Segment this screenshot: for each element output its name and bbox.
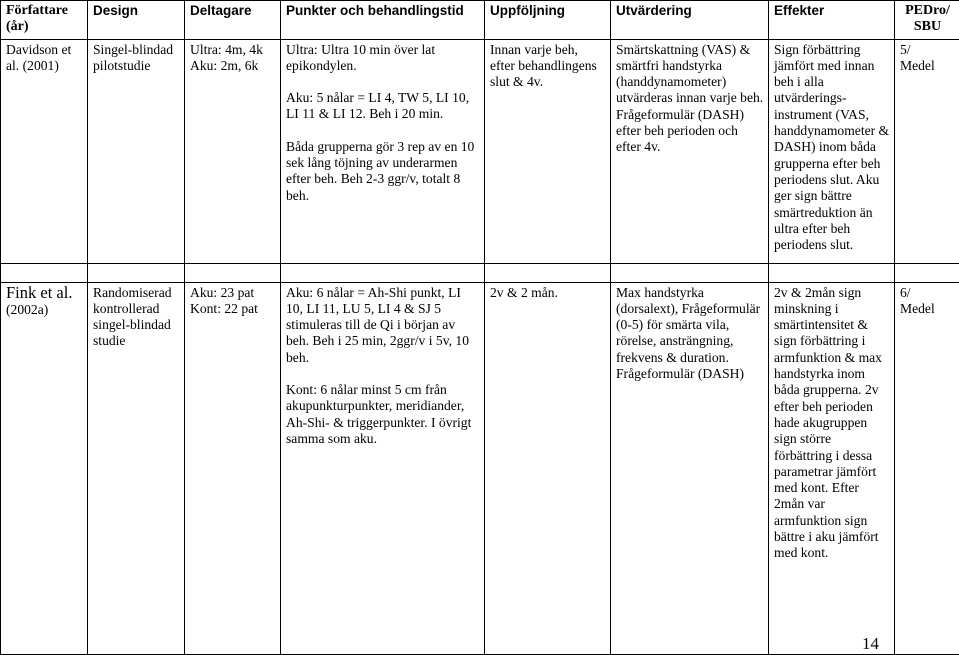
points-paragraph: Ultra: Ultra 10 min över lat epikondylen. [286,42,480,75]
cell-participants: Ultra: 4m, 4k Aku: 2m, 6k [185,39,281,263]
header-effects: Effekter [769,1,895,40]
header-design: Design [88,1,185,40]
author-year: (2001) [23,58,59,73]
cell-design: Singel-blindad pilotstudie [88,39,185,263]
cell-evaluation: Max handstyrka (dorsalext), Frågeformulär (0-5) för smärta vila, rörelse, ansträngning, frekvens & duration. Frågeformulär (DASH) [611,282,769,654]
cell-evaluation: Smärtskattning (VAS) & smärtfri handstyrka (handdynamometer) utvärderas innan varje beh. Frågeformulär (DASH) efter beh perioden och efter 4v. [611,39,769,263]
points-paragraph: Aku: 5 nålar = LI 4, TW 5, LI 10, LI 11 & LI 12. Beh i 20 min. [286,90,480,123]
author-year: (2002a) [6,302,48,317]
table-row [1,282,959,654]
author-name: Davidson et al. [6,42,71,73]
header-author: Författare (år) [1,1,88,40]
cell-design: Randomiserad kontrollerad singel-blindad studie [88,282,185,654]
points-paragraph: Båda grupperna gör 3 rep av en 10 sek lång töjning av underarmen efter beh. Beh 2-3 ggr/v, totalt 8 beh. [286,139,480,204]
header-participants: Deltagare [185,1,281,40]
cell-pedro: 6/ Medel [895,282,959,654]
cell-participants: Aku: 23 pat Kont: 22 pat [185,282,281,654]
header-evaluation: Utvärdering [611,1,769,40]
points-paragraph: Kont: 6 nålar minst 5 cm från akupunkturpunkter, meridiander, Ah-Shi- & triggerpunkter. I övrigt samma som aku. [286,382,480,447]
cell-author [1,39,88,263]
header-points: Punkter och behandlingstid [281,1,485,40]
page-number: 14 [862,634,892,654]
cell-points [281,282,485,654]
cell-points [281,39,485,263]
cell-effects: Sign förbättring jämfört med innan beh i alla utvärderings-instrument (VAS, handdynamometer & DASH) inom båda grupperna efter beh periodens slut. Aku ger sign bättre smärtreduktion än ultra efter beh periodens slut. [769,39,895,263]
points-paragraph: Aku: 6 nålar = Ah-Shi punkt, LI 10, LI 11, LU 5, LI 4 & SJ 5 stimuleras till de Qi i början av beh. Beh i 25 min, 2ggr/v i 5v, 10 beh. [286,285,480,366]
header-followup: Uppföljning [485,1,611,40]
spacer-row [1,263,959,282]
cell-author [1,282,88,654]
header-pedro: PEDro/ SBU [895,1,959,40]
cell-pedro: 5/ Medel [895,39,959,263]
header-row [1,1,959,40]
cell-followup: 2v & 2 mån. [485,282,611,654]
cell-followup: Innan varje beh, efter behandlingens slut & 4v. [485,39,611,263]
cell-effects: 2v & 2mån sign minskning i smärtintensitet & sign förbättring i armfunktion & max handstyrka inom båda grupperna. 2v efter beh perioden hade akugruppen sign större förbättring i dessa parametrar jämfört med kont. Efter 2mån var armfunktion sign bättre i aku jämfört med kont. [769,282,895,654]
author-name: Fink et al. [6,283,72,302]
table-row [1,39,959,263]
